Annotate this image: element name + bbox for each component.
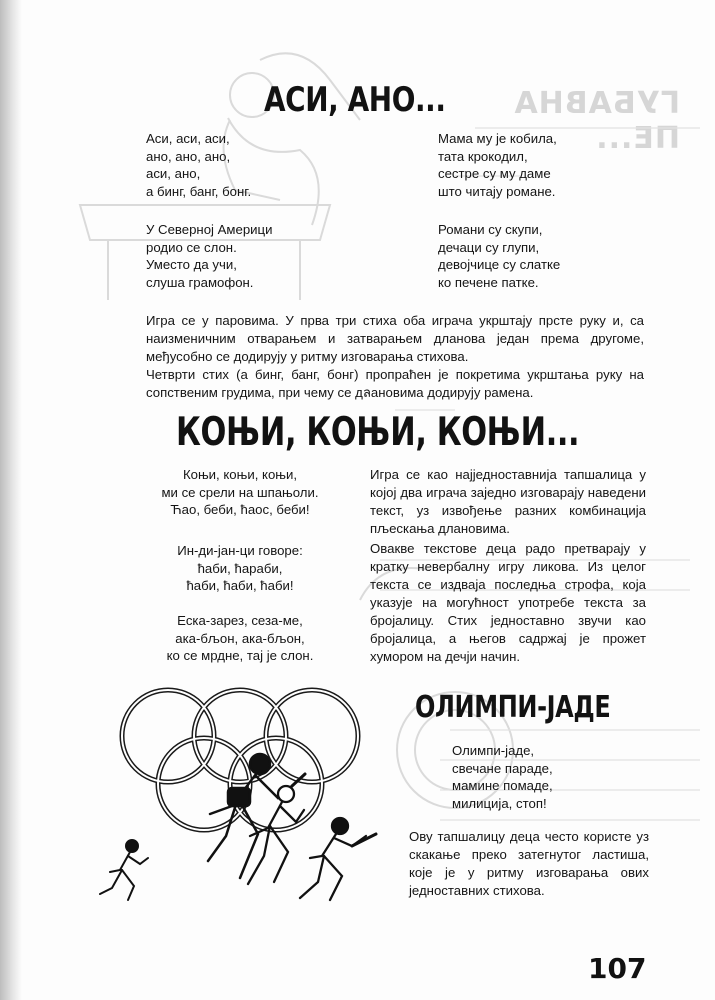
verse-line: родио се слон. (146, 239, 237, 255)
verse-line: Аси, аси, аси, (146, 131, 230, 146)
verse-line: Ин-ди-јан-ци говоре: (177, 543, 303, 558)
asi-verse-left-1 (146, 130, 251, 200)
verse-line: а бинг, банг, бонг. (146, 183, 252, 199)
verse-line: мамине помаде, (452, 778, 553, 794)
verse-line: ћаби, ћаби, ћаби! (186, 578, 294, 594)
bleed-through-title: ГУБАВНА ПЕ... (513, 86, 680, 156)
heading-konji: КОЊИ, КОЊИ, КОЊИ... (176, 410, 580, 455)
verse-line: милиција, стоп! (452, 795, 547, 811)
verse-line: тата крокодил, (438, 148, 528, 164)
asi-description-2: Четврти стих (а бинг, банг, бонг) пропраћен је покретима укрштања руку на сопственим грудима, при чему се дลановима додирују рамена. (146, 367, 644, 400)
verse-line: аси, ано, (146, 166, 201, 182)
verse-line: Уместо да учи, (146, 257, 237, 273)
konji-verse-1 (130, 466, 350, 519)
heading-olimpijade: ОЛИМПИ-ЈАДЕ (415, 690, 611, 725)
verse-line: девојчице су слатке (438, 257, 561, 273)
verse-line: ко се мрдне, тај је слон. (166, 648, 314, 664)
heading-asi-ano: АСИ, АНО... (264, 80, 446, 120)
verse-line: Коњи, коњи, коњи, (182, 467, 298, 482)
verse-line: што читају романе. (438, 183, 556, 199)
konji-description-2: Овакве текстове деца радо претварају у кратку невербалну игру ликова. Из целог текста се издваја последња строфа, која указује на могућност употребе текста за бројалицу. Стих једноставно звучи као бројалица, а његов садржај је прожет хумором на дечји начин. (370, 541, 646, 664)
verse-line: ака-бљон, ака-бљон, (175, 630, 305, 646)
page-number: 107 (588, 952, 647, 985)
konji-verse-3 (130, 612, 350, 665)
olympic-rings-runners-illustration (90, 686, 390, 906)
verse-line: ано, ано, ано, (146, 148, 231, 164)
verse-line: Романи су скупи, (438, 222, 543, 237)
konji-description-1: Игра се као најједноставнија тапшалица у којој два играча заједно изговарају наведени текст, уз извођење разних комбинација пљескања длановима. (370, 467, 646, 536)
verse-line: Мама му је кобила, (438, 131, 557, 146)
verse-line: ћаби, ћараби, (197, 560, 283, 576)
verse-line: Ћао, беби, ћаос, беби! (170, 502, 310, 518)
asi-verse-right-2 (438, 221, 560, 291)
olimp-verse (452, 742, 553, 812)
asi-verse-left-2 (146, 221, 272, 291)
verse-line: слуша грамофон. (146, 274, 254, 290)
asi-description-1: Игра се у паровима. У прва три стиха оба играча укрштају прсте руку и, са наизменичним отварањем и затварањем дланова један према другоме, међусобно се додирују у ритму изговарања стихова. (146, 313, 644, 364)
konji-verse-2 (130, 542, 350, 595)
verse-line: У Северној Америци (146, 222, 273, 237)
verse-line: свечане параде, (452, 760, 553, 776)
verse-line: сестре су му даме (438, 166, 551, 182)
verse-line: ко печене патке. (438, 274, 539, 290)
olimp-description: Ову тапшалицу деца често користе уз скакање преко затегнутог ластиша, које је у ритму изговарања ових једноставних стихова. (409, 829, 649, 898)
verse-line: ми се срели на шпањоли. (161, 484, 319, 500)
verse-line: дечаци су глупи, (438, 239, 540, 255)
verse-line: Олимпи-јаде, (452, 743, 535, 758)
verse-line: Еска-зарез, сеза-ме, (177, 613, 303, 628)
asi-verse-right-1 (438, 130, 557, 200)
